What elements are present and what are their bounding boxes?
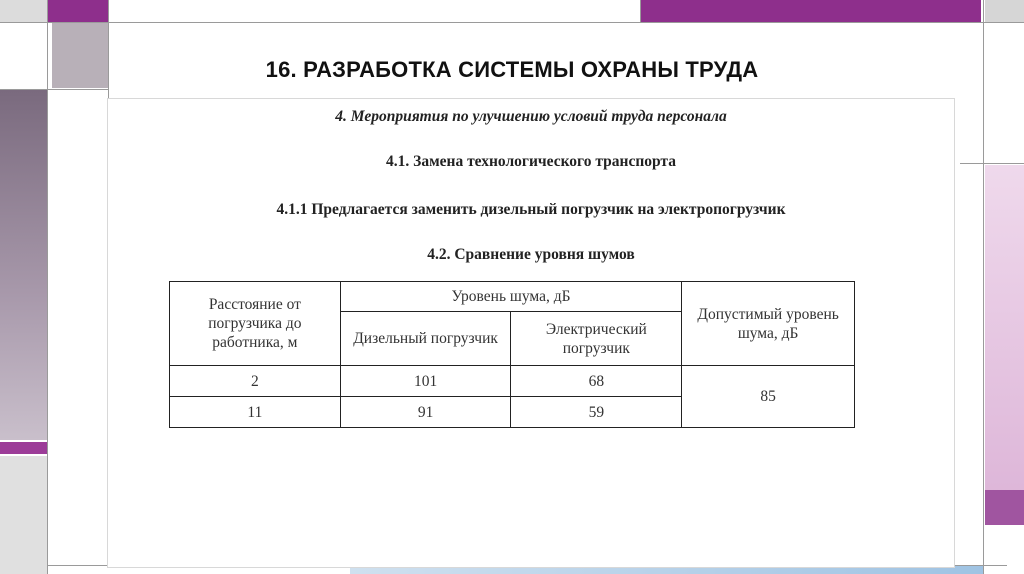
table-header-row: [170, 282, 855, 312]
cell-electric: 68: [511, 366, 682, 397]
cell-diesel: 101: [340, 366, 511, 397]
grid-line: [983, 0, 984, 574]
section-4-1: 4.1. Замена технологического транспорта: [386, 153, 676, 170]
section-4-1-1: 4.1.1 Предлагается заменить дизельный погрузчик на электропогрузчик: [276, 201, 786, 218]
grid-line: [0, 89, 108, 90]
grid-line: [47, 0, 48, 574]
grid-line: [108, 0, 109, 98]
header-noise-level: Уровень шума, дБ: [340, 282, 682, 312]
deco-right-purple-bar: [985, 490, 1024, 525]
grid-line: [0, 22, 1024, 23]
header-electric: Электрический погрузчик: [511, 312, 682, 366]
cell-electric: 59: [511, 397, 682, 428]
table-row: [170, 366, 855, 397]
cell-distance: 11: [170, 397, 341, 428]
page-title: 16. РАЗРАБОТКА СИСТЕМЫ ОХРАНЫ ТРУДА: [265, 57, 759, 82]
grid-line: [640, 0, 641, 22]
deco-top-left-gray: [0, 0, 47, 22]
cell-diesel: 91: [340, 397, 511, 428]
deco-top-right-purple: [641, 0, 981, 22]
subtitle: 4. Мероприятия по улучшению условий труда персонала: [335, 108, 727, 125]
deco-right-pink: [985, 165, 1024, 525]
noise-comparison-table: [169, 281, 855, 428]
cell-allowed: 85: [682, 366, 855, 428]
cell-distance: 2: [170, 366, 341, 397]
deco-top-left-purple: [47, 0, 108, 22]
header-diesel: Дизельный погрузчик: [340, 312, 511, 366]
deco-left-purple-gradient: [0, 90, 47, 440]
header-distance: Расстояние от погрузчика до работника, м: [170, 282, 341, 366]
deco-left-purple-bar: [0, 442, 47, 454]
header-allowed-level: Допустимый уровень шума, дБ: [682, 282, 855, 366]
section-4-2: 4.2. Сравнение уровня шумов: [427, 246, 635, 263]
grid-line: [960, 163, 1024, 164]
deco-top-right-gray: [985, 0, 1024, 22]
deco-left-bottom-gray: [0, 456, 47, 574]
